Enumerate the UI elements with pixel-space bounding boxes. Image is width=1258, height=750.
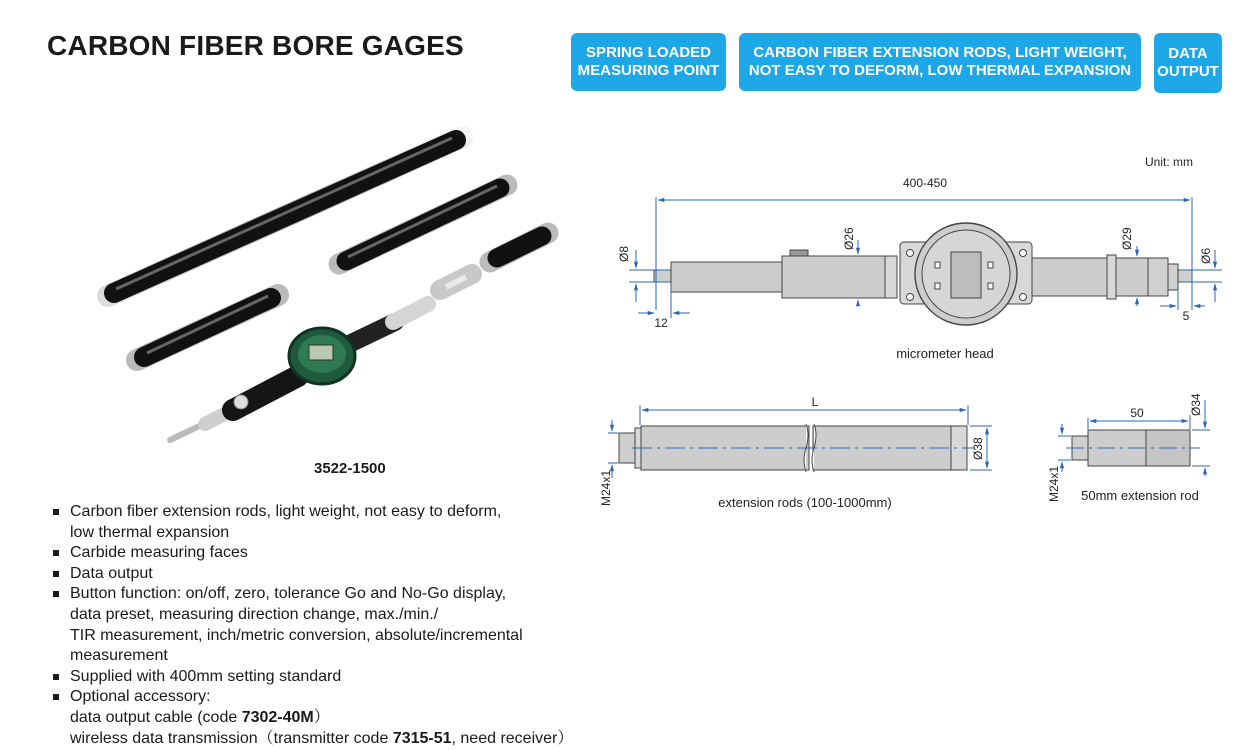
badge-text: CARBON FIBER EXTENSION RODS, LIGHT WEIGHT, <box>753 44 1127 61</box>
dia-right-tip-label: Ø6 <box>1199 247 1213 264</box>
dia-left-tip-label: Ø8 <box>617 245 631 262</box>
feature-text: data output cable (code <box>70 708 242 726</box>
list-item <box>52 584 573 666</box>
long-extension-rod-image <box>108 137 462 296</box>
badge-text: SPRING LOADED <box>585 44 711 61</box>
feature-text: Carbide measuring faces <box>70 544 248 562</box>
product-photo <box>108 137 548 440</box>
feature-text: measurement <box>70 647 168 665</box>
list-item <box>52 502 573 543</box>
dim-right-label: 5 <box>1182 309 1190 323</box>
short-extension-rod-image <box>490 233 548 262</box>
extension-rod-drawing <box>619 424 975 472</box>
badge-text: OUTPUT <box>1157 63 1219 80</box>
feature-text: Optional accessory: <box>70 688 211 706</box>
feature-text <box>70 708 573 729</box>
accessory-code: 7302-40M <box>241 708 314 726</box>
list-item <box>52 564 573 585</box>
badge-text: MEASURING POINT <box>577 62 720 79</box>
badge-text: DATA <box>1168 45 1208 62</box>
feature-text: low thermal expansion <box>70 523 230 541</box>
list-item <box>52 543 573 564</box>
rod-thread-label: M24x1 <box>599 469 613 506</box>
short-dia-label: Ø34 <box>1189 393 1203 416</box>
badge-text: NOT EASY TO DEFORM, LOW THERMAL EXPANSION <box>748 62 1132 79</box>
dia-body-label: Ø26 <box>842 227 856 250</box>
medium-extension-rod-image <box>339 185 507 264</box>
feature-list <box>52 502 573 749</box>
extension-rod-caption: extension rods (100-1000mm) <box>718 495 892 510</box>
feature-text: TIR measurement, inch/metric conversion, absolute/incremental <box>70 626 523 644</box>
feature-text: Data output <box>70 564 153 582</box>
rod-lower-left-image <box>137 295 278 360</box>
model-number: 3522-1500 <box>314 460 386 477</box>
rod-dia-label: Ø38 <box>971 437 985 460</box>
feature-text: , need receiver） <box>451 729 574 747</box>
micrometer-head-drawing <box>654 223 1192 325</box>
dia-right-body-label: Ø29 <box>1120 227 1134 250</box>
feature-text: Supplied with 400mm setting standard <box>70 667 342 685</box>
accessory-code: 7315-51 <box>392 729 452 747</box>
short-rod-drawing <box>1066 430 1200 466</box>
feature-text: data preset, measuring direction change, max./min./ <box>70 605 439 623</box>
short-rod-caption: 50mm extension rod <box>1081 488 1199 503</box>
unit-label: Unit: mm <box>1145 155 1193 169</box>
list-item <box>52 667 573 688</box>
feature-text: Carbon fiber extension rods, light weight, not easy to deform, <box>70 503 502 520</box>
rod-length-label: L <box>811 395 819 409</box>
feature-text: wireless data transmission（transmitter code <box>70 729 393 747</box>
page-title: CARBON FIBER BORE GAGES <box>47 30 464 61</box>
short-thread-label: M24x1 <box>1047 465 1061 502</box>
overall-length-label: 400-450 <box>902 176 948 190</box>
micrometer-head-caption: micrometer head <box>896 346 994 361</box>
feature-text: ） <box>313 708 330 726</box>
feature-text <box>70 729 573 750</box>
dim-left-label: 12 <box>654 316 668 330</box>
list-item <box>52 687 573 749</box>
feature-text: Button function: on/off, zero, tolerance Go and No-Go display, <box>70 585 507 603</box>
adapter-image <box>440 274 472 290</box>
short-length-label: 50 <box>1130 406 1144 420</box>
